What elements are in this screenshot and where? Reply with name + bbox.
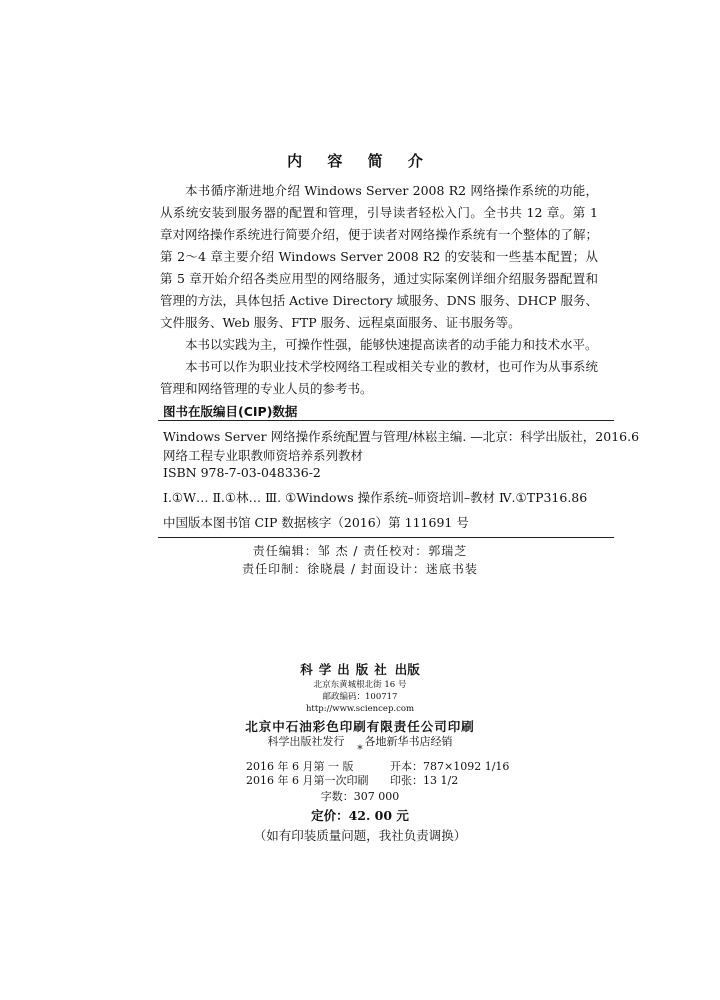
publisher-line	[0, 660, 720, 678]
production-credits: 责任印制：徐晓晨 / 封面设计：迷底书装	[242, 562, 478, 576]
summary-body	[160, 180, 598, 400]
publisher-website: http://www.sciencep.com	[305, 704, 415, 714]
publisher-suffix: 出版	[394, 662, 420, 677]
word-count: 字数：307 000	[320, 790, 400, 803]
separator-star: *	[357, 743, 363, 756]
cip-classification-line: Ⅰ.①W… Ⅱ.①林… Ⅲ. ①Windows 操作系统–师资培训–教材 Ⅳ.①TP316.86	[163, 490, 588, 505]
impression-info: 2016 年 6 月第一次印刷	[246, 774, 369, 787]
publisher-address: 北京东黄城根北街 16 号	[313, 680, 407, 690]
edition-info: 2016 年 6 月第 一 版	[246, 760, 354, 773]
distributor: 科学出版社发行	[267, 735, 345, 748]
editor-credits: 责任编辑：邹 杰 / 责任校对：郭瑞芝	[252, 544, 468, 558]
summary-paragraph: 本书以实践为主，可操作性强，能够快速提高读者的动手能力和技术水平。	[185, 337, 598, 352]
cip-bottom-rule	[158, 537, 614, 538]
summary-paragraph: 本书循序渐进地介绍 Windows Server 2008 R2 网络操作系统的功能，从系统安装到服务器的配置和管理，引导读者轻松入门。全书共 12 章。第 1 章对网络操作系统进行简要介绍，便于读者对网络操作系统有一个整体的了解；第 2～4 章主要介绍 Windows Server 2008 R2 的安装和一些基本配置；从第 5 章开始介绍各类应用型的网络服务，通过实际案例详细介绍服务器配置和管理的方法，具体包括 Active Directory 域服务、DNS 服务、DHCP 服务、文件服务、Web 服务、FTP 服务、远程桌面服务、证书服务等。	[160, 183, 598, 330]
quality-notice: （如有印装质量问题，我社负责调换）	[253, 828, 467, 843]
publisher-name: 科学出版社	[300, 662, 393, 677]
summary-paragraph: 本书可以作为职业技术学校网络工程或相关专业的教材，也可作为从事系统管理和网络管理的专业人员的参考书。	[160, 359, 598, 396]
cip-record-number: 中国版本图书馆 CIP 数据核字（2016）第 111691 号	[163, 515, 469, 530]
printer-line: 北京中石油彩色印刷有限责任公司印刷	[245, 719, 475, 734]
cip-top-rule	[158, 420, 614, 421]
format-info: 开本：787×1092 1/16	[390, 760, 510, 773]
publisher-postcode: 邮政编码：100717	[322, 692, 398, 702]
cip-isbn-line: ISBN 978-7-03-048336-2	[163, 465, 321, 480]
cip-heading: 图书在版编目(CIP)数据	[163, 404, 298, 419]
seller: 各地新华书店经销	[364, 735, 453, 748]
cip-series-line: 网络工程专业职教师资培养系列教材	[163, 448, 364, 463]
summary-title: 内 容 简 介	[287, 152, 433, 170]
cip-title-line: Windows Server 网络操作系统配置与管理/林崧主编. —北京：科学出版社，2016.6	[163, 429, 640, 444]
sheets-info: 印张：13 1/2	[390, 774, 459, 787]
price: 定价：42. 00 元	[311, 808, 409, 823]
